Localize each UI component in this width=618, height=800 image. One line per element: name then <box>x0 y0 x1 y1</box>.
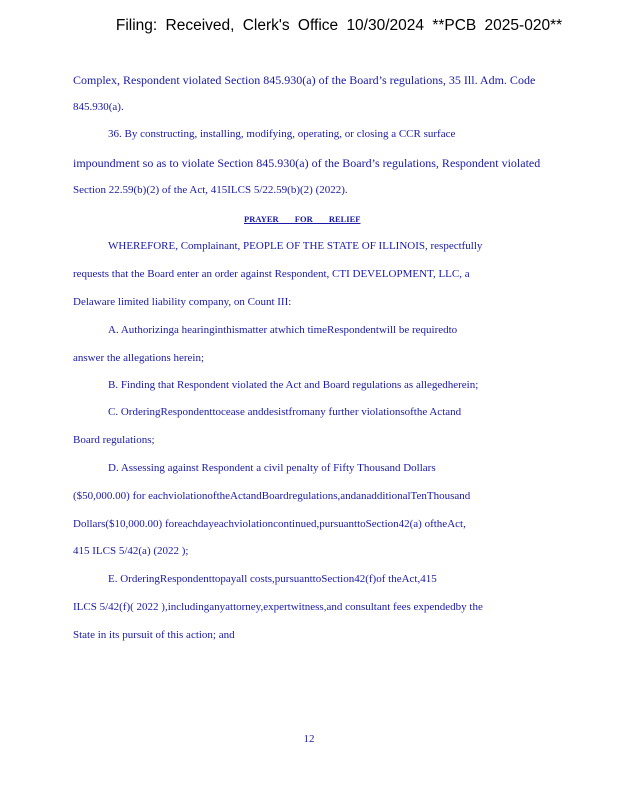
relief-item-e: E. OrderingRespondenttopayall costs,pursuanttoSection42(f)of theAct,415 <box>108 573 437 585</box>
page-number: 12 <box>303 733 315 745</box>
body-line: Dollars($10,000.00) foreachdayeachviolationcontinued,pursuanttoSection42(a) oftheAct, <box>73 518 466 530</box>
body-line: requests that the Board enter an order against Respondent, CTI DEVELOPMENT, LLC, a <box>73 268 470 280</box>
body-line: Complex, Respondent violated Section 845.930(a) of the Board’s regulations, 35 Ill. Adm. Code <box>73 73 536 87</box>
filing-stamp-header: Filing: Received, Clerk's Office 10/30/2024 **PCB 2025-020** <box>115 17 563 34</box>
relief-item-b: B. Finding that Respondent violated the Act and Board regulations as allegedherein; <box>108 379 479 391</box>
relief-item-d: D. Assessing against Respondent a civil penalty of Fifty Thousand Dollars <box>108 462 436 474</box>
body-line: Board regulations; <box>73 434 155 446</box>
paragraph-36-start: 36. By constructing, installing, modifying, operating, or closing a CCR surface <box>108 128 456 140</box>
body-line: impoundment so as to violate Section 845.930(a) of the Board’s regulations, Respondent violated <box>73 156 541 170</box>
body-line: Delaware limited liability company, on Count III: <box>73 296 292 308</box>
relief-item-c: C. OrderingRespondenttocease anddesistfromany further violationsofthe Actand <box>108 406 462 418</box>
relief-item-a: A. Authorizinga hearinginthismatter atwhich timeRespondentwill be requiredto <box>108 324 458 336</box>
body-line: 415 ILCS 5/42(a) (2022 ); <box>73 545 189 557</box>
body-line: 845.930(a). <box>73 101 124 113</box>
body-line: ($50,000.00) for eachviolationoftheActandBoardregulations,andanadditionalTenThousand <box>73 490 471 502</box>
wherefore-line: WHEREFORE, Complainant, PEOPLE OF THE STATE OF ILLINOIS, respectfully <box>108 240 483 252</box>
body-line: Section 22.59(b)(2) of the Act, 415ILCS 5/22.59(b)(2) (2022). <box>73 184 348 196</box>
body-line: ILCS 5/42(f)( 2022 ),includinganyattorney,expertwitness,and consultant fees expendedby the <box>73 601 483 613</box>
prayer-for-relief-heading: PRAYER FOR RELIEF <box>244 214 361 224</box>
body-line: State in its pursuit of this action; and <box>73 629 235 641</box>
body-line: answer the allegations herein; <box>73 352 205 364</box>
